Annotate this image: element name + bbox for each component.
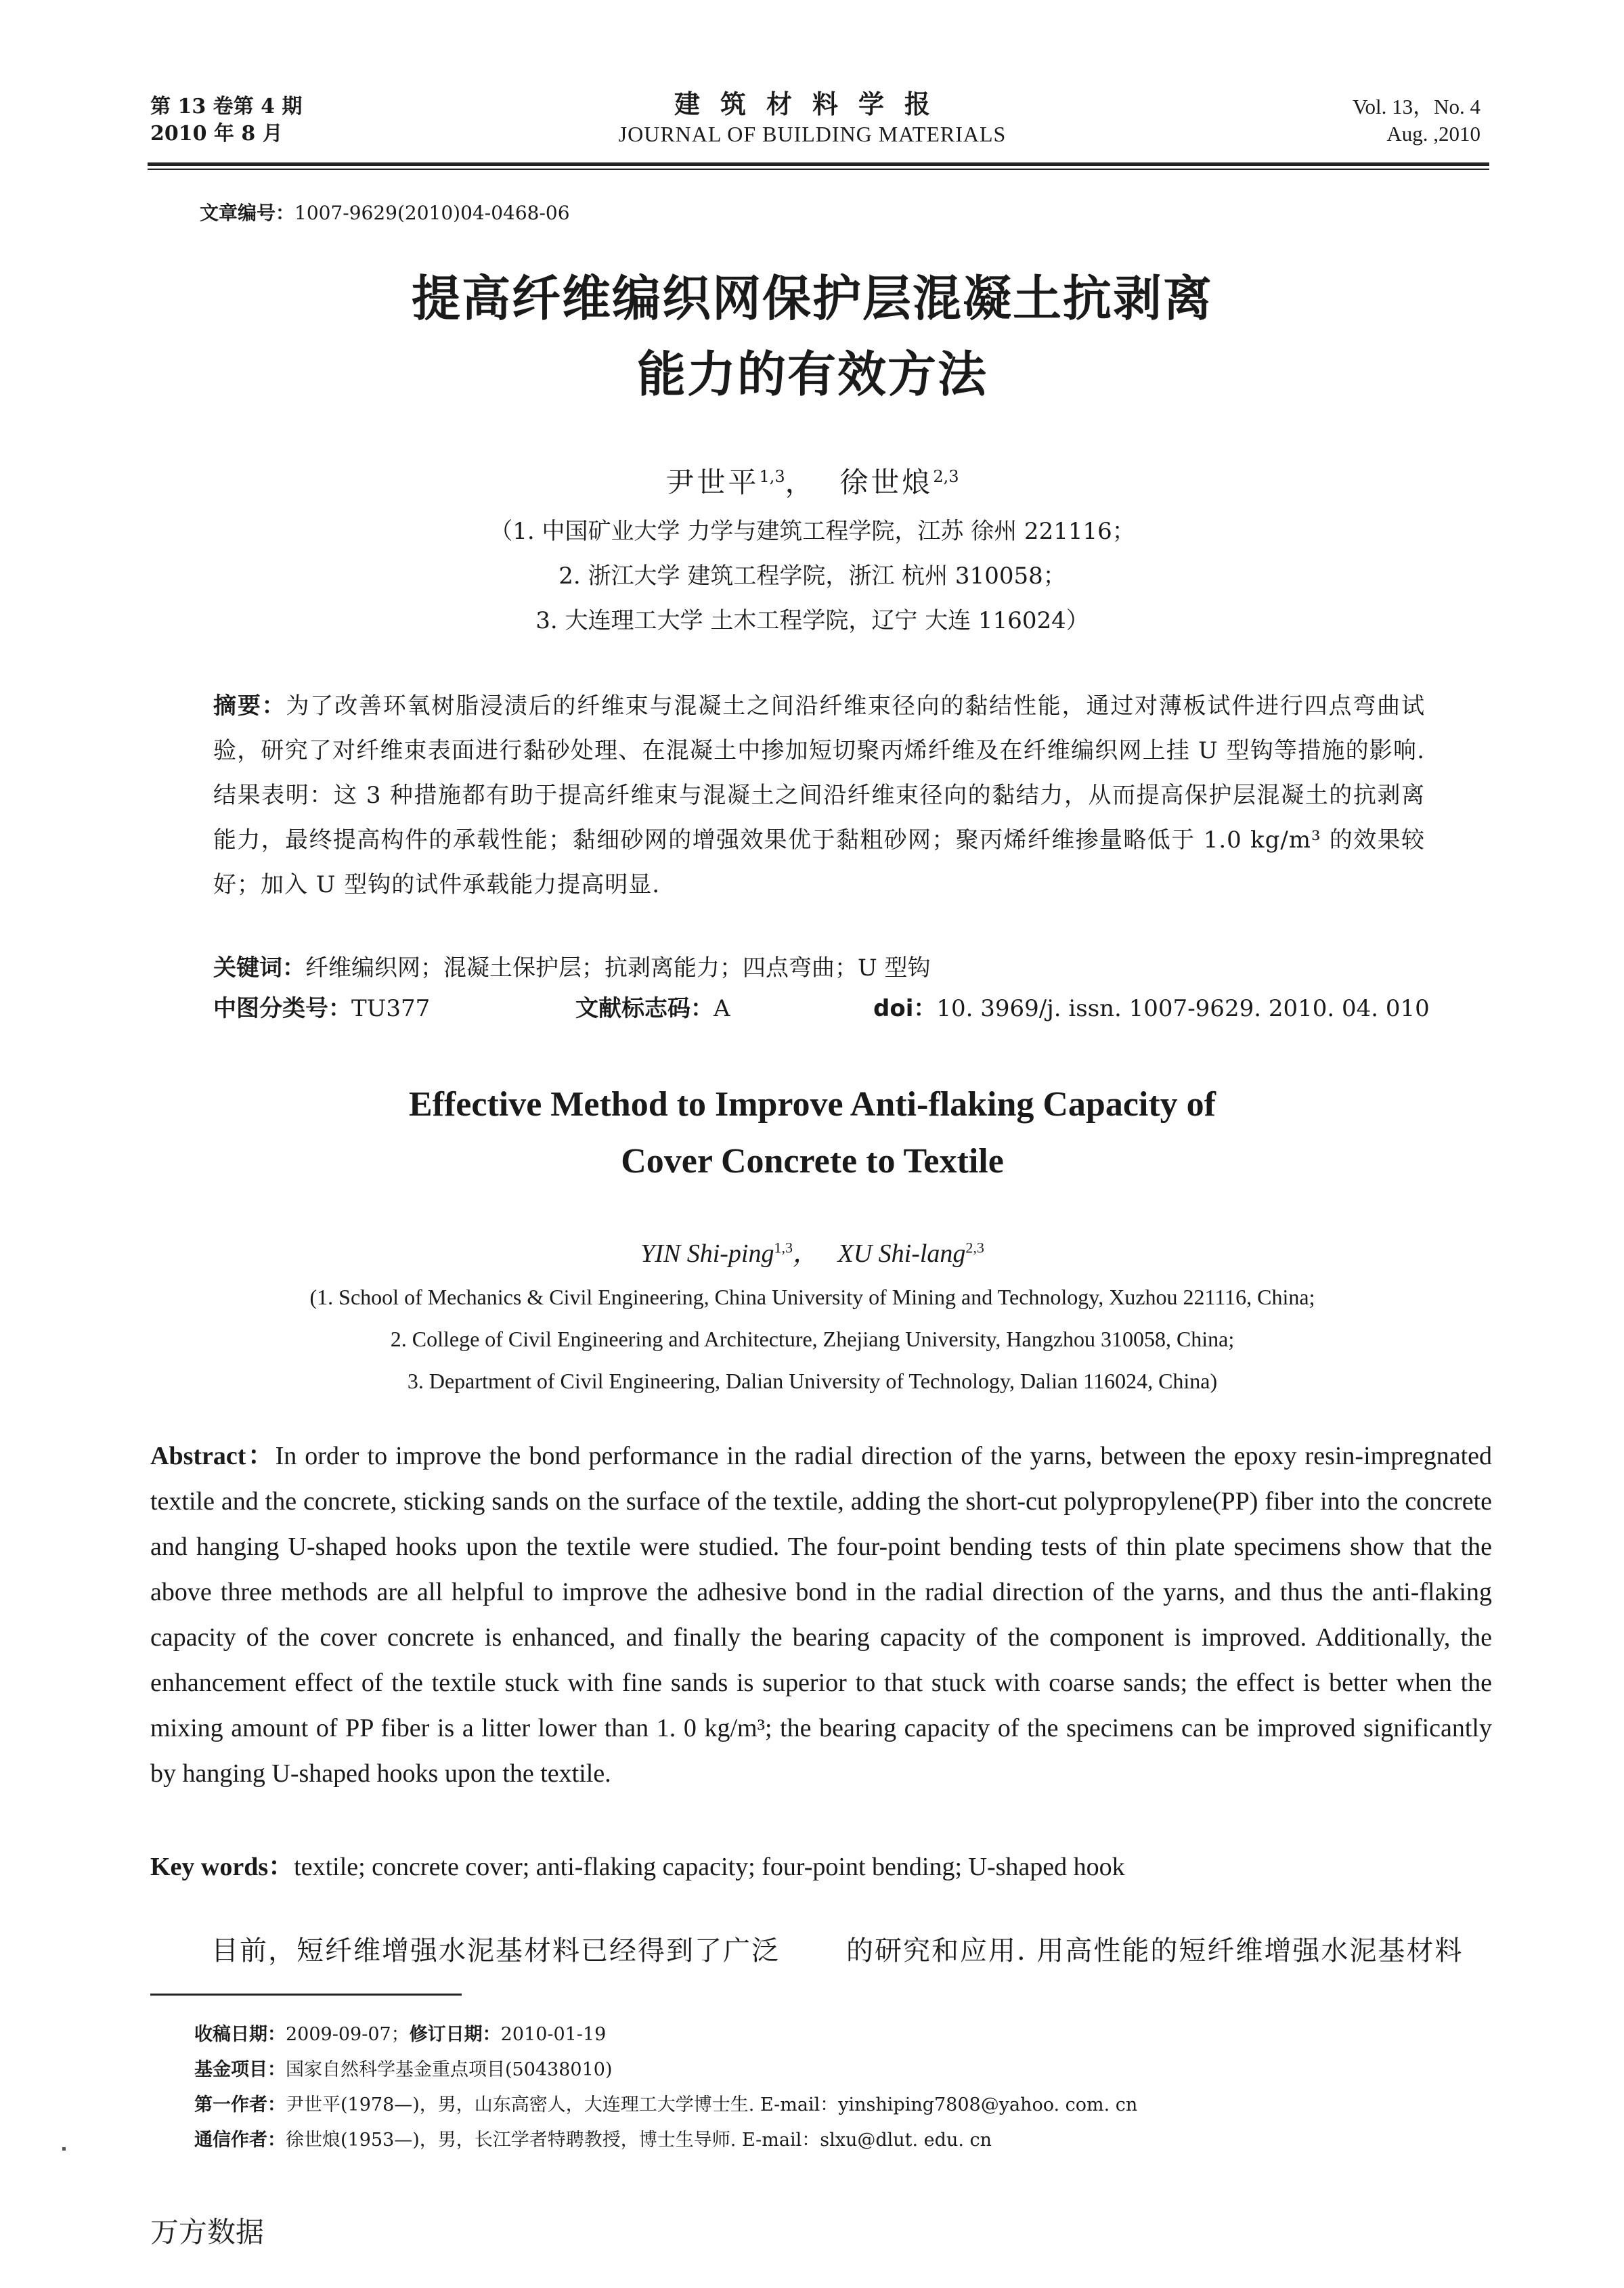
keywords-cn: [213, 948, 1425, 988]
title-cn-line1: 提高纤维编织网保护层混凝土抗剥离: [411, 270, 1213, 327]
article-number-value: 1007-9629(2010)04-0468-06: [294, 202, 570, 224]
title-en-line2: Cover Concrete to Textile: [621, 1142, 1004, 1181]
footnote-fund-label: 基金项目：: [194, 2059, 286, 2080]
author2-en: XU Shi-lang: [837, 1239, 966, 1268]
article-number-label: 文章编号：: [200, 202, 295, 224]
volume-issue-cn: 第 13 卷第 4 期: [150, 95, 303, 118]
footnote-first-author-text: 尹世平(1978—)，男，山东高密人，大连理工大学博士生. E-mail：yinshiping7808@yahoo. com. cn: [286, 2094, 1138, 2115]
author-sep-cn: ，: [785, 466, 816, 499]
affiliation-cn-2: 2. 浙江大学 建筑工程学院，浙江 杭州 310058；: [558, 563, 1066, 590]
footnote-rule: [150, 1994, 462, 1996]
author-sep-en: ，: [792, 1239, 818, 1268]
footnote-corresponding-author: [194, 2123, 1137, 2158]
clc-label: 中图分类号：: [213, 995, 351, 1022]
journal-name-cn: 建筑材料学报: [674, 89, 950, 119]
doi: [873, 988, 1430, 1029]
abstract-cn: [213, 684, 1425, 907]
header-rule-thin: [148, 169, 1489, 170]
keywords-cn-text: 纤维编织网；混凝土保护层；抗剥离能力；四点弯曲；U 型钩: [305, 954, 931, 982]
author2-cn: 徐世烺: [839, 466, 934, 499]
footnote-revised-label: 修订日期：: [409, 2024, 501, 2045]
article-number: [200, 198, 570, 225]
footnote-first-author-label: 第一作者：: [194, 2094, 286, 2115]
author2-en-sup: 2,3: [965, 1239, 984, 1256]
author1-en-sup: 1,3: [774, 1239, 793, 1256]
header-left: [150, 93, 302, 148]
abstract-en-label: Abstract：: [150, 1442, 276, 1470]
keywords-en: [150, 1845, 1492, 1890]
footnotes: [194, 2017, 1137, 2158]
affiliation-cn-3: 3. 大连理工大学 土木工程学院，辽宁 大连 116024）: [535, 607, 1089, 634]
abstract-en: [150, 1434, 1492, 1797]
header-center: [514, 88, 1110, 148]
title-cn-line2: 能力的有效方法: [636, 346, 988, 403]
footnote-revised-text: 2010-01-19: [500, 2024, 607, 2045]
body-text-right-column: 的研究和应用. 用高性能的短纤维增强水泥基材料: [846, 1935, 1464, 1966]
author1-cn-sup: 1,3: [759, 467, 785, 486]
volume-issue-en: Vol. 13，No. 4: [1353, 95, 1480, 118]
abstract-cn-text: 为了改善环氧树脂浸渍后的纤维束与混凝土之间沿纤维束径向的黏结性能，通过对薄板试件进行四点弯曲试验，研究了对纤维束表面进行黏砂处理、在混凝土中掺加短切聚丙烯纤维及在纤维编织网上挂 U 型钩等措施的影响. 结果表明：这 3 种措施都有助于提高纤维束与混凝土之间沿纤维束径向的黏结力，从而提高保护层混凝土的抗剥离能力，最终提高构件的承载性能；黏细砂网的增强效果优于黏粗砂网；聚丙烯纤维掺量略低于 1.0 kg/m³ 的效果较好；加入 U 型钩的试件承载能力提高明显.: [213, 692, 1426, 898]
body-text-left-column: 目前，短纤维增强水泥基材料已经得到了广泛: [211, 1935, 780, 1966]
keywords-cn-label: 关键词：: [213, 954, 305, 982]
affiliations-en: [169, 1276, 1455, 1402]
footnote-fund: [194, 2052, 1137, 2088]
keywords-en-text: textile; concrete cover; anti-flaking capacity; four-point bending; U-shaped hook: [294, 1853, 1125, 1881]
footnote-first-author: [194, 2088, 1137, 2123]
document-code-label: 文献标志码：: [575, 995, 714, 1022]
date-en: Aug. ,2010: [1386, 122, 1480, 146]
authors-cn: [169, 460, 1455, 501]
affiliation-cn-1: （1. 中国矿业大学 力学与建筑工程学院，江苏 徐州 221116；: [489, 518, 1135, 545]
clc-number: [213, 988, 430, 1029]
affiliations-cn: [169, 509, 1455, 643]
footnote-corresponding-author-text: 徐世烺(1953—)，男，长江学者特聘教授，博士生导师. E-mail：slxu@dlut. edu. cn: [286, 2130, 992, 2151]
date-cn: 2010 年 8 月: [150, 122, 283, 146]
header-right: [1353, 93, 1480, 148]
title-cn: [169, 261, 1455, 412]
author1-en: YIN Shi-ping: [640, 1239, 774, 1268]
footnote-fund-text: 国家自然科学基金重点项目(50438010): [286, 2059, 613, 2080]
clc-value: TU377: [351, 995, 431, 1022]
affiliation-en-1: (1. School of Mechanics & Civil Engineering, China University of Mining and Technology, Xuzhou 221116, China;: [309, 1285, 1315, 1309]
affiliation-en-2: 2. College of Civil Engineering and Architecture, Zhejiang University, Hangzhou 310058, China;: [390, 1327, 1235, 1351]
document-code-value: A: [714, 995, 730, 1022]
document-code: [575, 988, 730, 1029]
abstract-en-text: In order to improve the bond performance in the radial direction of the yarns, between the epoxy resin-impregnated textile and the concrete, sticking sands on the surface of the textile, adding the short-cut polypropylene(PP) fiber into the concrete and hanging U-shaped hooks upon the textile were studied. The four-point bending tests of thin plate specimens show that the above three methods are all helpful to improve the adhesive bond in the radial direction of the yarns, and thus the anti-flaking capacity of the cover concrete is enhanced, and finally the bearing capacity of the component is improved. Additionally, the enhancement effect of the textile stuck with fine sands is superior to that stuck with coarse sands; the effect is better when the mixing amount of PP fiber is a litter lower than 1. 0 kg/m³; the bearing capacity of the specimens can be improved significantly by hanging U-shaped hooks upon the textile.: [150, 1442, 1493, 1788]
watermark: 万方数据: [150, 2216, 265, 2249]
authors-en: [169, 1232, 1455, 1269]
scan-speck: [62, 2147, 66, 2151]
footnote-received-label: 收稿日期：: [194, 2024, 286, 2045]
title-en-line1: Effective Method to Improve Anti-flaking Capacity of: [408, 1085, 1216, 1124]
footnote-corresponding-author-label: 通信作者：: [194, 2130, 286, 2151]
author2-cn-sup: 2,3: [933, 467, 959, 486]
footnote-received: [194, 2017, 1137, 2052]
journal-name-en: JOURNAL OF BUILDING MATERIALS: [618, 122, 1007, 146]
footnote-received-text: 2009-09-07；: [286, 2024, 410, 2045]
doi-label: doi：: [873, 995, 937, 1022]
header-rule-thick: [148, 162, 1489, 166]
doi-value: 10. 3969/j. issn. 1007-9629. 2010. 04. 010: [936, 995, 1430, 1022]
affiliation-en-3: 3. Department of Civil Engineering, Dalian University of Technology, Dalian 116024, China): [407, 1369, 1218, 1393]
author1-cn: 尹世平: [665, 466, 760, 499]
keywords-en-label: Key words：: [150, 1853, 294, 1881]
abstract-cn-label: 摘要：: [213, 692, 286, 720]
title-en: [169, 1076, 1455, 1190]
